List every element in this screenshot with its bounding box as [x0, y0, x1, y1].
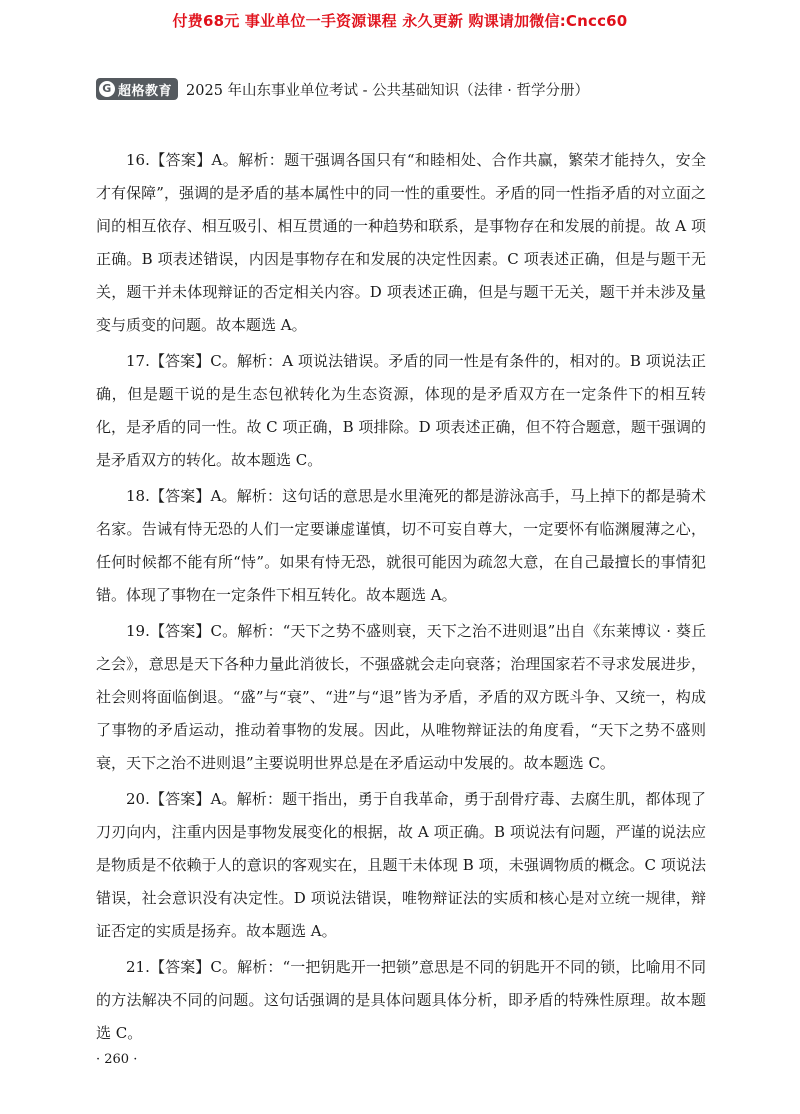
answer-item-17: 17.【答案】C。解析：A 项说法错误。矛盾的同一性是有条件的，相对的。B 项说法正确，但是题干说的是生态包袱转化为生态资源，体现的是矛盾双方在一定条件下的相互转化，是矛盾的同一性。故 C 项正确，B 项排除。D 项表述正确，但不符合题意，题干强调的是矛盾双方的转化。故本题选 C。: [96, 352, 706, 469]
logo-icon: G: [99, 81, 115, 97]
logo-text: 超格教育: [118, 83, 173, 99]
page-number: · 260 ·: [96, 1052, 138, 1067]
document-title: 2025 年山东事业单位考试 - 公共基础知识（法律 · 哲学分册）: [186, 82, 589, 99]
answer-item-16: 16.【答案】A。解析：题干强调各国只有“和睦相处、合作共赢，繁荣才能持久，安全才有保障”，强调的是矛盾的基本属性中的同一性的重要性。矛盾的同一性指矛盾的对立面之间的相互依存、相互吸引、相互贯通的一种趋势和联系，是事物存在和发展的前提。故 A 项正确。B 项表述错误，内因是事物存在和发展的决定性因素。C 项表述正确，但是与题干无关，题干并未体现辩证的否定相关内容。D 项表述正确，但是与题干无关，题干并未涉及量变与质变的问题。故本题选 A。: [96, 151, 706, 334]
answer-item-19: 19.【答案】C。解析：“天下之势不盛则衰，天下之治不进则退”出自《东莱博议 · 葵丘之会》，意思是天下各种力量此消彼长，不强盛就会走向衰落；治理国家若不寻求发展进步，社会则将面临倒退。“盛”与“衰”、“进”与“退”皆为矛盾，矛盾的双方既斗争、又统一，构成了事物的矛盾运动，推动着事物的发展。因此，从唯物辩证法的角度看，“天下之势不盛则衰，天下之治不进则退”主要说明世界总是在矛盾运动中发展的。故本题选 C。: [96, 622, 706, 772]
publisher-logo: [96, 78, 178, 100]
watermark-banner: 付费68元 事业单位一手资源课程 永久更新 购课请加微信:Cncc60: [172, 12, 628, 30]
answer-item-20: 20.【答案】A。解析：题干指出，勇于自我革命，勇于刮骨疗毒、去腐生肌，都体现了刀刃向内，注重内因是事物发展变化的根据，故 A 项正确。B 项说法有问题，严谨的说法应是物质是不依赖于人的意识的客观实在，且题干未体现 B 项，未强调物质的概念。C 项说法错误，社会意识没有决定性。D 项说法错误，唯物辩证法的实质和核心是对立统一规律，辩证否定的实质是扬弃。故本题选 A。: [96, 790, 706, 940]
answer-item-18: 18.【答案】A。解析：这句话的意思是水里淹死的都是游泳高手，马上掉下的都是骑术名家。告诫有恃无恐的人们一定要谦虚谨慎，切不可妄自尊大，一定要怀有临渊履薄之心，任何时候都不能有所“恃”。如果有恃无恐，就很可能因为疏忽大意，在自己最擅长的事情犯错。体现了事物在一定条件下相互转化。故本题选 A。: [96, 487, 706, 604]
answer-list: [96, 144, 706, 1053]
answer-item-21: 21.【答案】C。解析：“一把钥匙开一把锁”意思是不同的钥匙开不同的锁，比喻用不同的方法解决不同的问题。这句话强调的是具体问题具体分析，即矛盾的特殊性原理。故本题选 C。: [96, 958, 706, 1042]
page-header: [96, 76, 704, 102]
